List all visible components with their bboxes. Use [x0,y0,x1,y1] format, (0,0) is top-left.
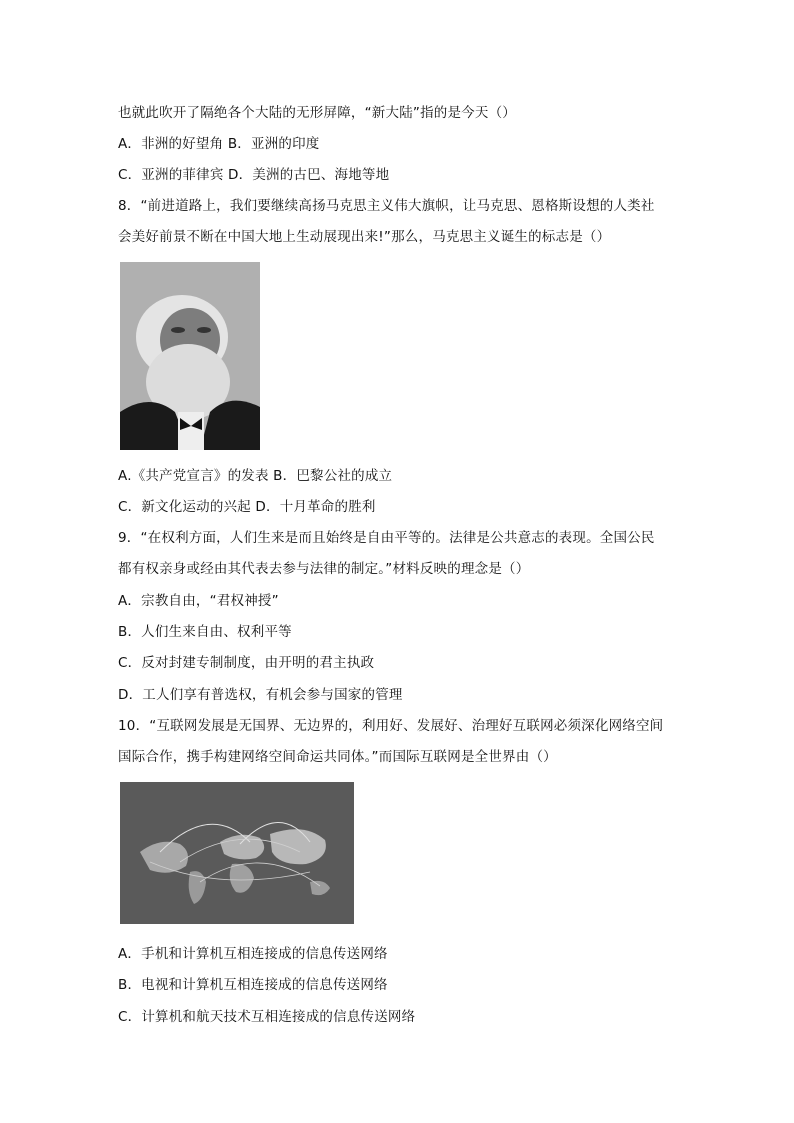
q7-options-cd: C．亚洲的菲律宾 D．美洲的古巴、海地等地 [118,167,390,183]
q10-option-c: C．计算机和航天技术互相连接成的信息传送网络 [118,1009,416,1025]
q9-option-d: D．工人们享有普选权，有机会参与国家的管理 [118,687,403,703]
marx-portrait-image [120,262,260,450]
q7-options-ab: A．非洲的好望角 B．亚洲的印度 [118,136,320,152]
q9-option-a: A．宗教自由，“君权神授” [118,593,279,609]
q9-stem-line1: 9．“在权利方面，人们生来是而且始终是自由平等的。法律是公共意志的表现。全国公民 [118,530,655,546]
world-map-illustration [120,782,354,924]
internet-world-map-image [120,782,354,924]
q10-option-a: A．手机和计算机互相连接成的信息传送网络 [118,946,388,962]
q9-option-b: B．人们生来自由、权利平等 [118,624,292,640]
q8-stem-line2: 会美好前景不断在中国大地上生动展现出来!”那么，马克思主义诞生的标志是（） [118,229,611,245]
q8-options-ab: A.《共产党宣言》的发表 B．巴黎公社的成立 [118,468,393,484]
q8-stem-line1: 8．“前进道路上，我们要继续高扬马克思主义伟大旗帜，让马克思、恩格斯设想的人类社 [118,198,655,214]
q10-option-b: B．电视和计算机互相连接成的信息传送网络 [118,977,388,993]
q10-stem-line1: 10．“互联网发展是无国界、无边界的，利用好、发展好、治理好互联网必须深化网络空间 [118,718,664,734]
q7-continuation: 也就此吹开了隔绝各个大陆的无形屏障，“新大陆”指的是今天（） [118,105,516,121]
q8-options-cd: C．新文化运动的兴起 D．十月革命的胜利 [118,499,376,515]
q9-stem-line2: 都有权亲身或经由其代表去参与法律的制定。”材料反映的理念是（） [118,561,530,577]
portrait-illustration [120,262,260,450]
q10-stem-line2: 国际合作，携手构建网络空间命运共同体。”而国际互联网是全世界由（） [118,749,557,765]
q9-option-c: C．反对封建专制制度，由开明的君主执政 [118,655,375,671]
